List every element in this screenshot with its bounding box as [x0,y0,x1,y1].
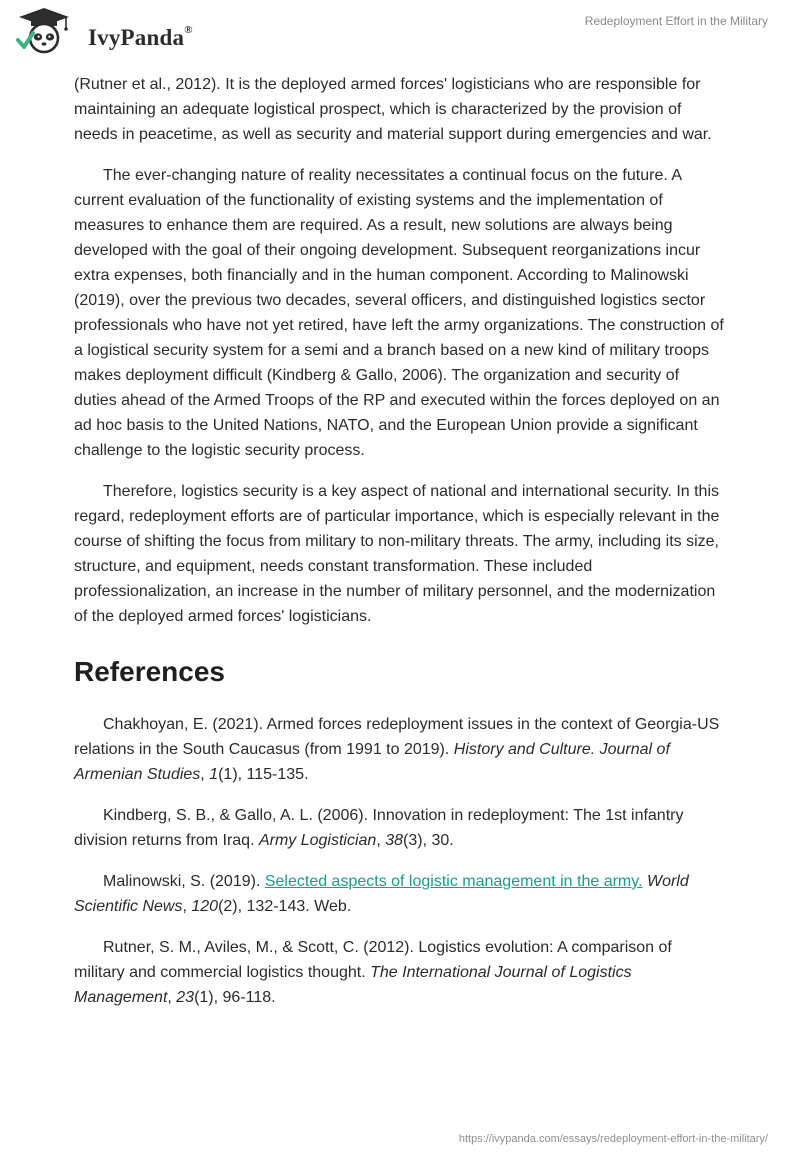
body-paragraph-1: (Rutner et al., 2012). It is the deployed armed forces' logisticians who are responsible for maintaining an adequate logistical prospect, which is characterized by the provision of needs in peacetime, as well as security and material support during emergencies and war. [74,76,712,143]
document-title: Redeployment Effort in the Military [584,14,768,28]
references-heading: References [74,656,225,687]
reference-item: Kindberg, S. B., & Gallo, A. L. (2006). Innovation in redeployment: The 1st infantry division returns from Iraq. Army Logistician, 38(3), 30. [74,807,684,849]
page-header [0,0,800,64]
source-url[interactable]: https://ivypanda.com/essays/redeployment-effort-in-the-military/ [458,1133,768,1145]
ivypanda-logo[interactable] [14,6,214,56]
reference-item: Chakhoyan, E. (2021). Armed forces redeployment issues in the context of Georgia-US relations in the South Caucasus (from 1991 to 2019). History and Culture. Journal of Armenian Studies, 1(1), 115-135. [74,716,720,783]
essay-content [74,72,724,1026]
reference-item: Rutner, S. M., Aviles, M., & Scott, C. (2012). Logistics evolution: A comparison of military and commercial logistics thought. The International Journal of Logistics Management, 23(1), 96-118. [74,939,672,1006]
body-paragraph-3: Therefore, logistics security is a key aspect of national and international security. In this regard, redeployment efforts are of particular importance, which is especially relevant in the course of shifting the focus from military to non-military threats. The army, including its size, structure, and equipment, needs constant transformation. These included professionalization, an increase in the number of military personnel, and the modernization of the deployed armed forces' logisticians. [74,483,720,625]
panda-graduate-icon [14,6,74,56]
reference-link[interactable]: Selected aspects of logistic management in the army. [264,873,643,890]
reference-item: Malinowski, S. (2019). Selected aspects of logistic management in the army. World Scientific News, 120(2), 132-143. Web. [74,873,689,915]
logo-wordmark: IvyPanda® [88,24,193,50]
body-paragraph-2: The ever-changing nature of reality necessitates a continual focus on the future. A current evaluation of the functionality of existing systems and the implementation of measures to enhance them are required. As a result, new solutions are always being developed with the goal of their ongoing development. Subsequent reorganizations incur extra expenses, both financially and in the human component. According to Malinowski (2019), over the previous two decades, several officers, and distinguished logistics sector professionals who have not yet retired, have left the army organizations. The construction of a logistical security system for a semi and a branch based on a new kind of military troops makes deployment difficult (Kindberg & Gallo, 2006). The organization and security of duties ahead of the Armed Troops of the RP and executed within the forces deployed on an ad hoc basis to the United Nations, NATO, and the European Union provide a significant challenge to the logistic security process. [74,167,724,459]
